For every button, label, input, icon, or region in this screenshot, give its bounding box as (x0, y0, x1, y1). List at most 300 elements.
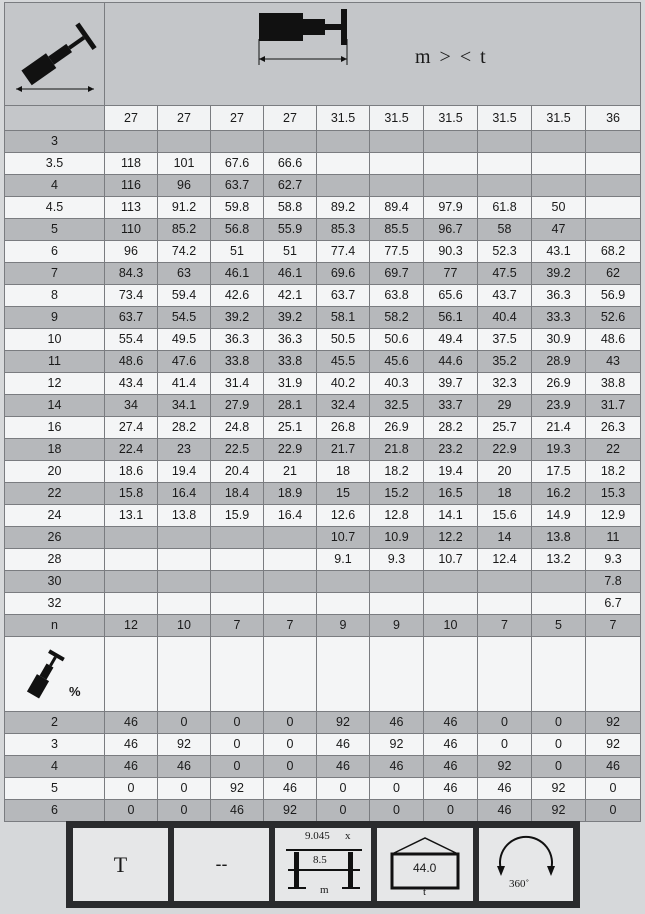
value-cell: 43.4 (105, 373, 158, 395)
value-cell (211, 527, 264, 549)
header-cell (105, 3, 641, 106)
crane-slewing-icon (6, 3, 104, 103)
value-cell: 59.8 (211, 197, 264, 219)
value-cell (478, 175, 532, 197)
radius-row (5, 373, 641, 395)
value-cell: 0 (264, 712, 317, 734)
dimension-box (275, 828, 371, 901)
radius-row (5, 527, 641, 549)
value-cell: 43.7 (478, 285, 532, 307)
weight-value: 44.0 (413, 861, 437, 875)
value-cell: 50.6 (370, 329, 424, 351)
value-cell: 31.9 (264, 373, 317, 395)
value-cell (370, 131, 424, 153)
blank-cell (158, 637, 211, 712)
value-cell: 45.5 (317, 351, 370, 373)
boom-length-cell: 27 (158, 106, 211, 131)
radius-row (5, 329, 641, 351)
value-cell: 96 (105, 241, 158, 263)
radius-row (5, 395, 641, 417)
crane-boom-icon (255, 9, 365, 67)
value-cell: 48.6 (105, 351, 158, 373)
value-cell: 0 (532, 756, 586, 778)
value-cell: 85.3 (317, 219, 370, 241)
value-cell: 68.2 (586, 241, 641, 263)
radius-row (5, 483, 641, 505)
dim-unit: m (320, 884, 329, 896)
value-cell: 0 (211, 712, 264, 734)
value-cell: 92 (158, 734, 211, 756)
n-value-cell: 10 (158, 615, 211, 637)
telescope-icon (19, 645, 69, 703)
value-cell: 15.6 (478, 505, 532, 527)
radius-row (5, 307, 641, 329)
blank-cell (532, 637, 586, 712)
value-cell: 13.2 (532, 549, 586, 571)
value-cell: 77.4 (317, 241, 370, 263)
percent-row-label: 6 (5, 800, 105, 822)
value-cell: 92 (586, 712, 641, 734)
value-cell: 41.4 (158, 373, 211, 395)
value-cell: 67.6 (211, 153, 264, 175)
dim-mid: 8.5 (313, 854, 327, 866)
value-cell: 0 (317, 800, 370, 822)
value-cell: 33.3 (532, 307, 586, 329)
value-cell: 7.8 (586, 571, 641, 593)
n-value-cell: 9 (370, 615, 424, 637)
value-cell: 27.4 (105, 417, 158, 439)
value-cell: 18 (478, 483, 532, 505)
value-cell: 16.5 (424, 483, 478, 505)
value-cell: 44.6 (424, 351, 478, 373)
value-cell: 18.9 (264, 483, 317, 505)
radius-row (5, 175, 641, 197)
value-cell (158, 571, 211, 593)
value-cell: 91.2 (158, 197, 211, 219)
boom-length-cell: 27 (211, 106, 264, 131)
value-cell: 116 (105, 175, 158, 197)
value-cell: 9.3 (370, 549, 424, 571)
value-cell: 46 (211, 800, 264, 822)
radius-row-label: 5 (5, 219, 105, 241)
radius-row (5, 571, 641, 593)
value-cell: 0 (211, 734, 264, 756)
value-cell: 18.2 (586, 461, 641, 483)
value-cell: 46 (317, 734, 370, 756)
value-cell: 40.2 (317, 373, 370, 395)
radius-row-label: 24 (5, 505, 105, 527)
value-cell: 39.2 (211, 307, 264, 329)
value-cell (158, 527, 211, 549)
value-cell: 40.4 (478, 307, 532, 329)
value-cell: 46 (105, 756, 158, 778)
value-cell: 21.4 (532, 417, 586, 439)
value-cell: 46 (105, 712, 158, 734)
radius-row (5, 505, 641, 527)
value-cell: 35.2 (478, 351, 532, 373)
radius-row-label: 12 (5, 373, 105, 395)
value-cell: 46 (586, 756, 641, 778)
value-cell (264, 131, 317, 153)
value-cell: 19.3 (532, 439, 586, 461)
value-cell: 62 (586, 263, 641, 285)
value-cell (105, 593, 158, 615)
value-cell (424, 571, 478, 593)
blank-cell (264, 637, 317, 712)
value-cell (370, 175, 424, 197)
value-cell: 50.5 (317, 329, 370, 351)
value-cell: 15 (317, 483, 370, 505)
value-cell: 37.5 (478, 329, 532, 351)
boom-length-cell: 31.5 (317, 106, 370, 131)
rotation-label: 360˚ (509, 878, 530, 890)
value-cell: 12.8 (370, 505, 424, 527)
radius-row-label: 3.5 (5, 153, 105, 175)
value-cell: 92 (586, 734, 641, 756)
value-cell: 23.9 (532, 395, 586, 417)
n-value-cell: 7 (586, 615, 641, 637)
percent-row-label: 2 (5, 712, 105, 734)
value-cell: 0 (211, 756, 264, 778)
value-cell: 10.7 (317, 527, 370, 549)
value-cell: 118 (105, 153, 158, 175)
value-cell: 54.5 (158, 307, 211, 329)
value-cell: 46 (370, 756, 424, 778)
value-cell (478, 593, 532, 615)
value-cell: 23.2 (424, 439, 478, 461)
value-cell: 49.5 (158, 329, 211, 351)
corner-cell (5, 3, 105, 106)
percent-row (5, 800, 641, 822)
radius-row-label: 14 (5, 395, 105, 417)
value-cell: 69.7 (370, 263, 424, 285)
value-cell: 18.2 (370, 461, 424, 483)
value-cell: 21.8 (370, 439, 424, 461)
radius-row-label: 22 (5, 483, 105, 505)
blank-cell (586, 637, 641, 712)
value-cell (586, 153, 641, 175)
value-cell: 0 (158, 800, 211, 822)
value-cell: 48.6 (586, 329, 641, 351)
value-cell: 21 (264, 461, 317, 483)
value-cell: 33.8 (211, 351, 264, 373)
value-cell: 110 (105, 219, 158, 241)
value-cell: 26.9 (370, 417, 424, 439)
value-cell: 46.1 (264, 263, 317, 285)
value-cell: 15.3 (586, 483, 641, 505)
value-cell: 89.2 (317, 197, 370, 219)
value-cell: 33.7 (424, 395, 478, 417)
value-cell: 15.8 (105, 483, 158, 505)
radius-row-label: 10 (5, 329, 105, 351)
value-cell: 0 (586, 800, 641, 822)
value-cell: 12.6 (317, 505, 370, 527)
value-cell: 61.8 (478, 197, 532, 219)
value-cell (370, 153, 424, 175)
value-cell: 63.7 (317, 285, 370, 307)
value-cell: 92 (532, 778, 586, 800)
value-cell: 63.7 (105, 307, 158, 329)
value-cell (211, 549, 264, 571)
radius-row (5, 439, 641, 461)
value-cell: 46 (478, 800, 532, 822)
load-table (4, 2, 641, 822)
radius-row-label: 8 (5, 285, 105, 307)
value-cell: 77 (424, 263, 478, 285)
value-cell (532, 153, 586, 175)
value-cell: 0 (424, 800, 478, 822)
value-cell: 56.9 (586, 285, 641, 307)
value-cell (158, 549, 211, 571)
value-cell: 69.6 (317, 263, 370, 285)
header-title: m > < t (415, 46, 488, 68)
radius-row-label: 18 (5, 439, 105, 461)
value-cell: 66.6 (264, 153, 317, 175)
value-cell: 39.2 (532, 263, 586, 285)
n-value-cell: 7 (211, 615, 264, 637)
percent-row (5, 778, 641, 800)
value-cell: 0 (264, 756, 317, 778)
value-cell: 22.9 (478, 439, 532, 461)
radius-row-label: 20 (5, 461, 105, 483)
value-cell: 19.4 (424, 461, 478, 483)
value-cell: 0 (478, 734, 532, 756)
value-cell: 92 (317, 712, 370, 734)
value-cell: 55.4 (105, 329, 158, 351)
value-cell: 43 (586, 351, 641, 373)
value-cell: 28.2 (158, 417, 211, 439)
value-cell: 0 (478, 712, 532, 734)
boom-length-cell: 31.5 (532, 106, 586, 131)
value-cell: 26.3 (586, 417, 641, 439)
value-cell: 28.2 (424, 417, 478, 439)
n-value-cell: 7 (264, 615, 317, 637)
value-cell: 0 (370, 778, 424, 800)
value-cell (424, 153, 478, 175)
percent-row (5, 712, 641, 734)
blank-cell (211, 637, 264, 712)
radius-row-label: 28 (5, 549, 105, 571)
value-cell: 52.6 (586, 307, 641, 329)
value-cell: 47.6 (158, 351, 211, 373)
radius-row (5, 219, 641, 241)
value-cell: 0 (532, 712, 586, 734)
value-cell (532, 131, 586, 153)
value-cell (478, 571, 532, 593)
radius-row (5, 241, 641, 263)
value-cell: 52.3 (478, 241, 532, 263)
value-cell: 46 (424, 778, 478, 800)
n-value-cell: 7 (478, 615, 532, 637)
value-cell: 40.3 (370, 373, 424, 395)
value-cell (105, 131, 158, 153)
value-cell (264, 549, 317, 571)
value-cell: 63.7 (211, 175, 264, 197)
percent-header-cell (5, 637, 105, 712)
value-cell: 46 (424, 712, 478, 734)
n-value-cell: 9 (317, 615, 370, 637)
value-cell: 19.4 (158, 461, 211, 483)
value-cell: 51 (264, 241, 317, 263)
value-cell: 58 (478, 219, 532, 241)
boom-corner-cell (5, 106, 105, 131)
value-cell (211, 593, 264, 615)
value-cell (317, 571, 370, 593)
value-cell: 85.2 (158, 219, 211, 241)
value-cell: 56.1 (424, 307, 478, 329)
radius-row (5, 263, 641, 285)
value-cell: 58.2 (370, 307, 424, 329)
value-cell: 0 (317, 778, 370, 800)
value-cell: 46 (105, 734, 158, 756)
percent-row-label: 4 (5, 756, 105, 778)
value-cell: 63 (158, 263, 211, 285)
value-cell: 36.3 (264, 329, 317, 351)
percent-header-row (5, 637, 641, 712)
value-cell: 24.8 (211, 417, 264, 439)
value-cell: 55.9 (264, 219, 317, 241)
value-cell: 39.2 (264, 307, 317, 329)
value-cell (586, 219, 641, 241)
value-cell (586, 197, 641, 219)
value-cell: 29 (478, 395, 532, 417)
value-cell: 14 (478, 527, 532, 549)
info-bar (66, 821, 580, 908)
value-cell: 89.4 (370, 197, 424, 219)
value-cell: 34.1 (158, 395, 211, 417)
value-cell: 14.1 (424, 505, 478, 527)
value-cell: 45.6 (370, 351, 424, 373)
value-cell: 101 (158, 153, 211, 175)
percent-row (5, 756, 641, 778)
value-cell: 22.5 (211, 439, 264, 461)
blank-cell (424, 637, 478, 712)
value-cell: 10.9 (370, 527, 424, 549)
value-cell: 14.9 (532, 505, 586, 527)
value-cell: 25.7 (478, 417, 532, 439)
value-cell: 62.7 (264, 175, 317, 197)
value-cell: 20.4 (211, 461, 264, 483)
radius-row-label: 30 (5, 571, 105, 593)
value-cell: 30.9 (532, 329, 586, 351)
radius-row-label: 26 (5, 527, 105, 549)
value-cell: 26.8 (317, 417, 370, 439)
value-cell: 28.1 (264, 395, 317, 417)
value-cell: 0 (158, 712, 211, 734)
value-cell: 77.5 (370, 241, 424, 263)
value-cell: 59.4 (158, 285, 211, 307)
value-cell (317, 153, 370, 175)
value-cell: 16.4 (264, 505, 317, 527)
n-value-cell: 10 (424, 615, 478, 637)
value-cell (317, 593, 370, 615)
value-cell: 46 (158, 756, 211, 778)
value-cell: 46 (317, 756, 370, 778)
value-cell: 11 (586, 527, 641, 549)
value-cell: 0 (158, 778, 211, 800)
value-cell: 12.9 (586, 505, 641, 527)
value-cell: 0 (532, 734, 586, 756)
value-cell: 38.8 (586, 373, 641, 395)
n-value-cell: 12 (105, 615, 158, 637)
value-cell: 0 (370, 800, 424, 822)
value-cell: 23 (158, 439, 211, 461)
value-cell: 42.1 (264, 285, 317, 307)
weight-box (377, 828, 473, 901)
value-cell: 84.3 (105, 263, 158, 285)
radius-row (5, 549, 641, 571)
blank-cell (478, 637, 532, 712)
value-cell: 0 (105, 800, 158, 822)
radius-row (5, 593, 641, 615)
dash-label: -- (215, 854, 228, 874)
value-cell: 18.6 (105, 461, 158, 483)
t-box (73, 828, 168, 901)
value-cell (424, 175, 478, 197)
value-cell (532, 175, 586, 197)
value-cell: 73.4 (105, 285, 158, 307)
value-cell: 9.1 (317, 549, 370, 571)
value-cell: 36.3 (211, 329, 264, 351)
dash-box (174, 828, 269, 901)
t-label: T (113, 851, 128, 877)
value-cell (264, 571, 317, 593)
value-cell: 31.4 (211, 373, 264, 395)
value-cell: 56.8 (211, 219, 264, 241)
value-cell (158, 593, 211, 615)
value-cell: 32.4 (317, 395, 370, 417)
value-cell: 12.4 (478, 549, 532, 571)
value-cell: 74.2 (158, 241, 211, 263)
value-cell: 34 (105, 395, 158, 417)
value-cell (532, 571, 586, 593)
value-cell: 63.8 (370, 285, 424, 307)
n-row-label: n (5, 615, 105, 637)
radius-row-label: 4 (5, 175, 105, 197)
value-cell: 0 (105, 778, 158, 800)
value-cell: 22.9 (264, 439, 317, 461)
value-cell: 46 (370, 712, 424, 734)
value-cell: 16.2 (532, 483, 586, 505)
value-cell: 16.4 (158, 483, 211, 505)
value-cell: 27.9 (211, 395, 264, 417)
value-cell: 46 (264, 778, 317, 800)
value-cell: 20 (478, 461, 532, 483)
radius-row (5, 461, 641, 483)
value-cell: 22.4 (105, 439, 158, 461)
radius-row-label: 11 (5, 351, 105, 373)
value-cell: 22 (586, 439, 641, 461)
value-cell: 25.1 (264, 417, 317, 439)
radius-row-label: 32 (5, 593, 105, 615)
radius-row (5, 131, 641, 153)
value-cell: 18 (317, 461, 370, 483)
value-cell (370, 571, 424, 593)
value-cell: 50 (532, 197, 586, 219)
value-cell: 32.3 (478, 373, 532, 395)
value-cell: 42.6 (211, 285, 264, 307)
value-cell: 46 (424, 734, 478, 756)
value-cell: 96.7 (424, 219, 478, 241)
value-cell: 85.5 (370, 219, 424, 241)
radius-row (5, 351, 641, 373)
value-cell: 58.8 (264, 197, 317, 219)
value-cell (211, 131, 264, 153)
radius-row (5, 153, 641, 175)
value-cell: 46 (478, 778, 532, 800)
value-cell: 6.7 (586, 593, 641, 615)
value-cell (317, 131, 370, 153)
